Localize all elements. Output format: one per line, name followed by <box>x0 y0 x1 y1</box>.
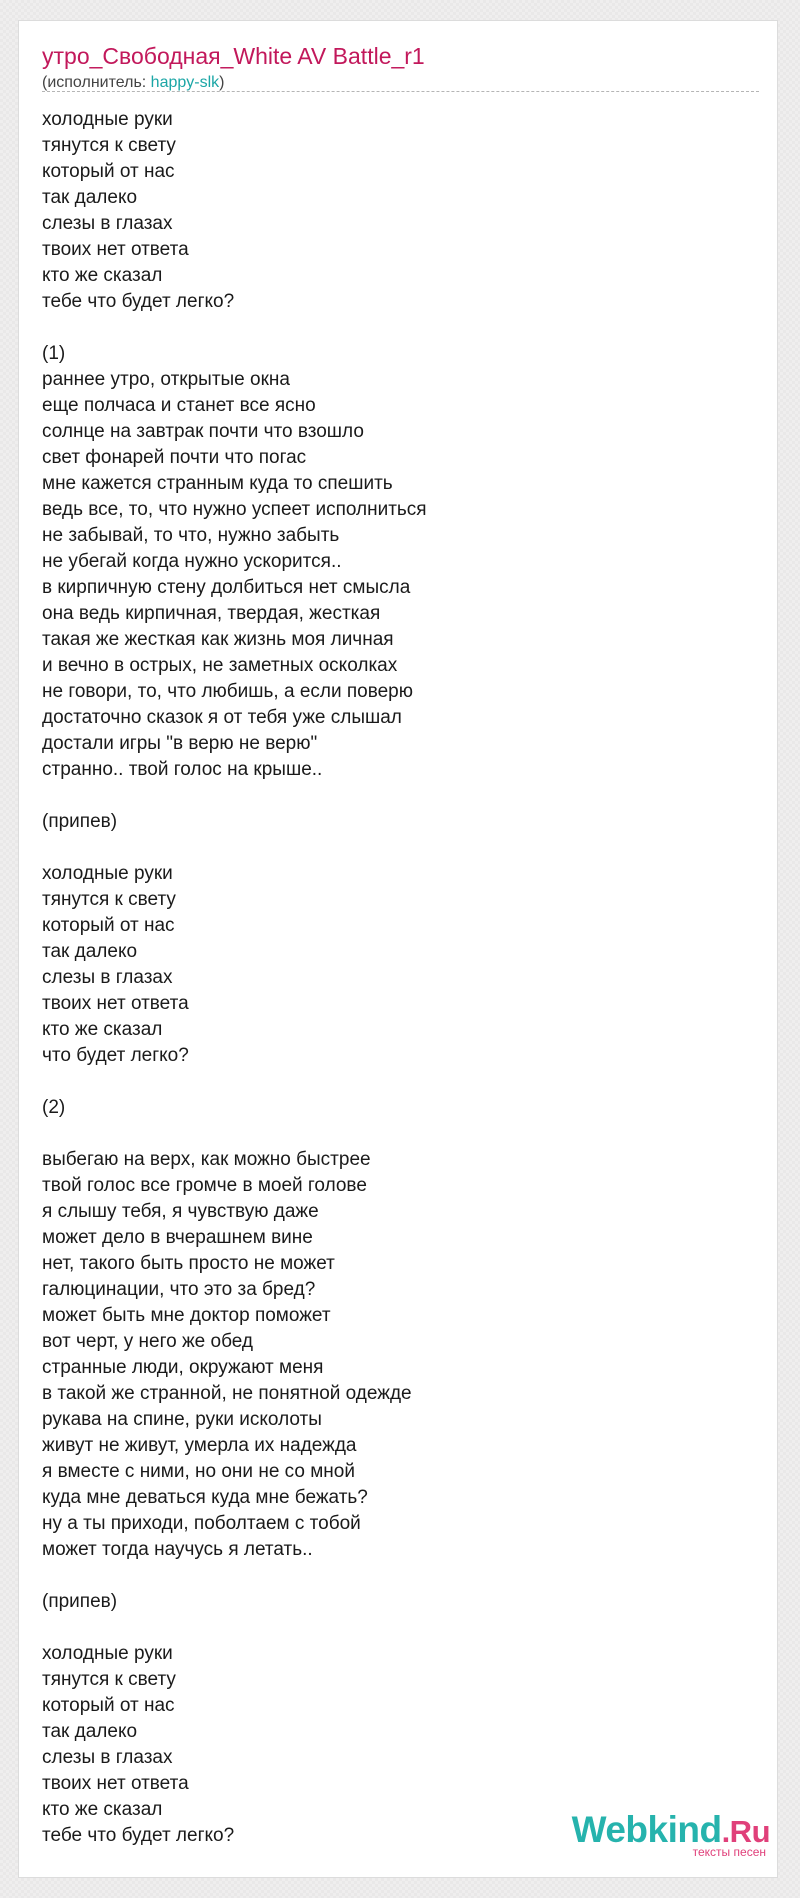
lyric-line: тянутся к свету <box>42 1669 176 1690</box>
lyric-line: что будет легко? <box>42 1045 189 1066</box>
lyric-line: твой голос все громче в моей голове <box>42 1175 367 1196</box>
lyric-line: тебе что будет легко? <box>42 291 235 312</box>
logo-tld: .Ru <box>721 1814 770 1849</box>
logo-tagline: тексты песен <box>692 1845 766 1859</box>
lyric-line: (1) <box>42 343 66 364</box>
lyric-line: достали игры "в верю не верю" <box>42 733 318 754</box>
lyric-line: слезы в глазах <box>42 967 173 988</box>
lyric-line: может дело в вчерашнем вине <box>42 1227 313 1248</box>
lyric-line: она ведь кирпичная, твердая, жесткая <box>42 603 381 624</box>
lyric-line: так далеко <box>42 1721 138 1742</box>
lyric-line: нет, такого быть просто не может <box>42 1253 335 1274</box>
lyric-line <box>42 783 427 809</box>
song-title: утро_Свободная_White AV Battle_r1 <box>42 43 425 69</box>
lyric-line: тянутся к свету <box>42 135 176 156</box>
lyric-line <box>42 1069 427 1095</box>
lyric-line: тянутся к свету <box>42 889 176 910</box>
lyric-line: еще полчаса и станет все ясно <box>42 395 316 416</box>
lyric-line: галюцинации, что это за бред? <box>42 1279 316 1300</box>
lyric-line: достаточно сказок я от тебя уже слышал <box>42 707 402 728</box>
lyric-line: слезы в глазах <box>42 213 173 234</box>
lyric-line: не говори, то, что любишь, а если поверю <box>42 681 413 702</box>
lyric-line <box>42 315 427 341</box>
lyric-line: холодные руки <box>42 1643 173 1664</box>
lyric-line: в такой же странной, не понятной одежде <box>42 1383 412 1404</box>
lyric-line: раннее утро, открытые окна <box>42 369 290 390</box>
lyric-line: может тогда научусь я летать.. <box>42 1539 313 1560</box>
lyric-line: который от нас <box>42 915 175 936</box>
lyric-line: может быть мне доктор поможет <box>42 1305 331 1326</box>
lyric-line: такая же жесткая как жизнь моя личная <box>42 629 394 650</box>
performer-link[interactable]: happy-slk <box>150 74 220 91</box>
webkind-logo <box>572 1811 770 1858</box>
lyric-line <box>42 1121 427 1147</box>
lyric-line: кто же сказал <box>42 1799 163 1820</box>
lyric-line: странно.. твой голос на крыше.. <box>42 759 323 780</box>
lyric-line <box>42 835 427 861</box>
lyric-line: куда мне деваться куда мне бежать? <box>42 1487 368 1508</box>
lyric-line <box>42 1615 427 1641</box>
lyric-line: вот черт, у него же обед <box>42 1331 254 1352</box>
lyric-line: ну а ты приходи, поболтаем с тобой <box>42 1513 361 1534</box>
lyric-line: твоих нет ответа <box>42 239 189 260</box>
lyric-line: твоих нет ответа <box>42 993 189 1014</box>
lyrics-text <box>42 107 427 1849</box>
lyric-line: живут не живут, умерла их надежда <box>42 1435 357 1456</box>
lyric-line: странные люди, окружают меня <box>42 1357 324 1378</box>
lyric-line: (2) <box>42 1097 66 1118</box>
lyric-line <box>42 1563 427 1589</box>
performer-prefix: (исполнитель: <box>42 74 151 91</box>
lyric-line: который от нас <box>42 1695 175 1716</box>
logo-wordmark <box>572 1811 770 1848</box>
lyric-line: кто же сказал <box>42 1019 163 1040</box>
lyric-line: слезы в глазах <box>42 1747 173 1768</box>
lyric-line: который от нас <box>42 161 175 182</box>
performer-line <box>42 74 224 92</box>
lyric-line: холодные руки <box>42 109 173 130</box>
lyric-line: свет фонарей почти что погас <box>42 447 307 468</box>
lyric-line: не убегай когда нужно ускорится.. <box>42 551 342 572</box>
lyric-line: кто же сказал <box>42 265 163 286</box>
lyric-line: так далеко <box>42 187 138 208</box>
lyric-line: солнце на завтрак почти что взошло <box>42 421 364 442</box>
lyric-line: рукава на спине, руки исколоты <box>42 1409 322 1430</box>
lyric-line: я слышу тебя, я чувствую даже <box>42 1201 319 1222</box>
lyric-line: (припев) <box>42 811 118 832</box>
lyric-line: холодные руки <box>42 863 173 884</box>
lyric-line: и вечно в острых, не заметных осколках <box>42 655 398 676</box>
logo-name: Webkind <box>571 1809 722 1850</box>
lyric-line: я вместе с ними, но они не со мной <box>42 1461 355 1482</box>
lyric-line: ведь все, то, что нужно успеет исполниться <box>42 499 427 520</box>
lyric-line: в кирпичную стену долбиться нет смысла <box>42 577 411 598</box>
title-divider <box>42 91 759 92</box>
performer-suffix: ) <box>219 74 225 91</box>
lyric-line: так далеко <box>42 941 138 962</box>
lyric-line: не забывай, то что, нужно забыть <box>42 525 340 546</box>
lyric-line: (припев) <box>42 1591 118 1612</box>
lyric-line: мне кажется странным куда то спешить <box>42 473 393 494</box>
lyric-line: твоих нет ответа <box>42 1773 189 1794</box>
lyrics-card <box>18 20 778 1878</box>
lyric-line: тебе что будет легко? <box>42 1825 235 1846</box>
lyric-line: выбегаю на верх, как можно быстрее <box>42 1149 371 1170</box>
